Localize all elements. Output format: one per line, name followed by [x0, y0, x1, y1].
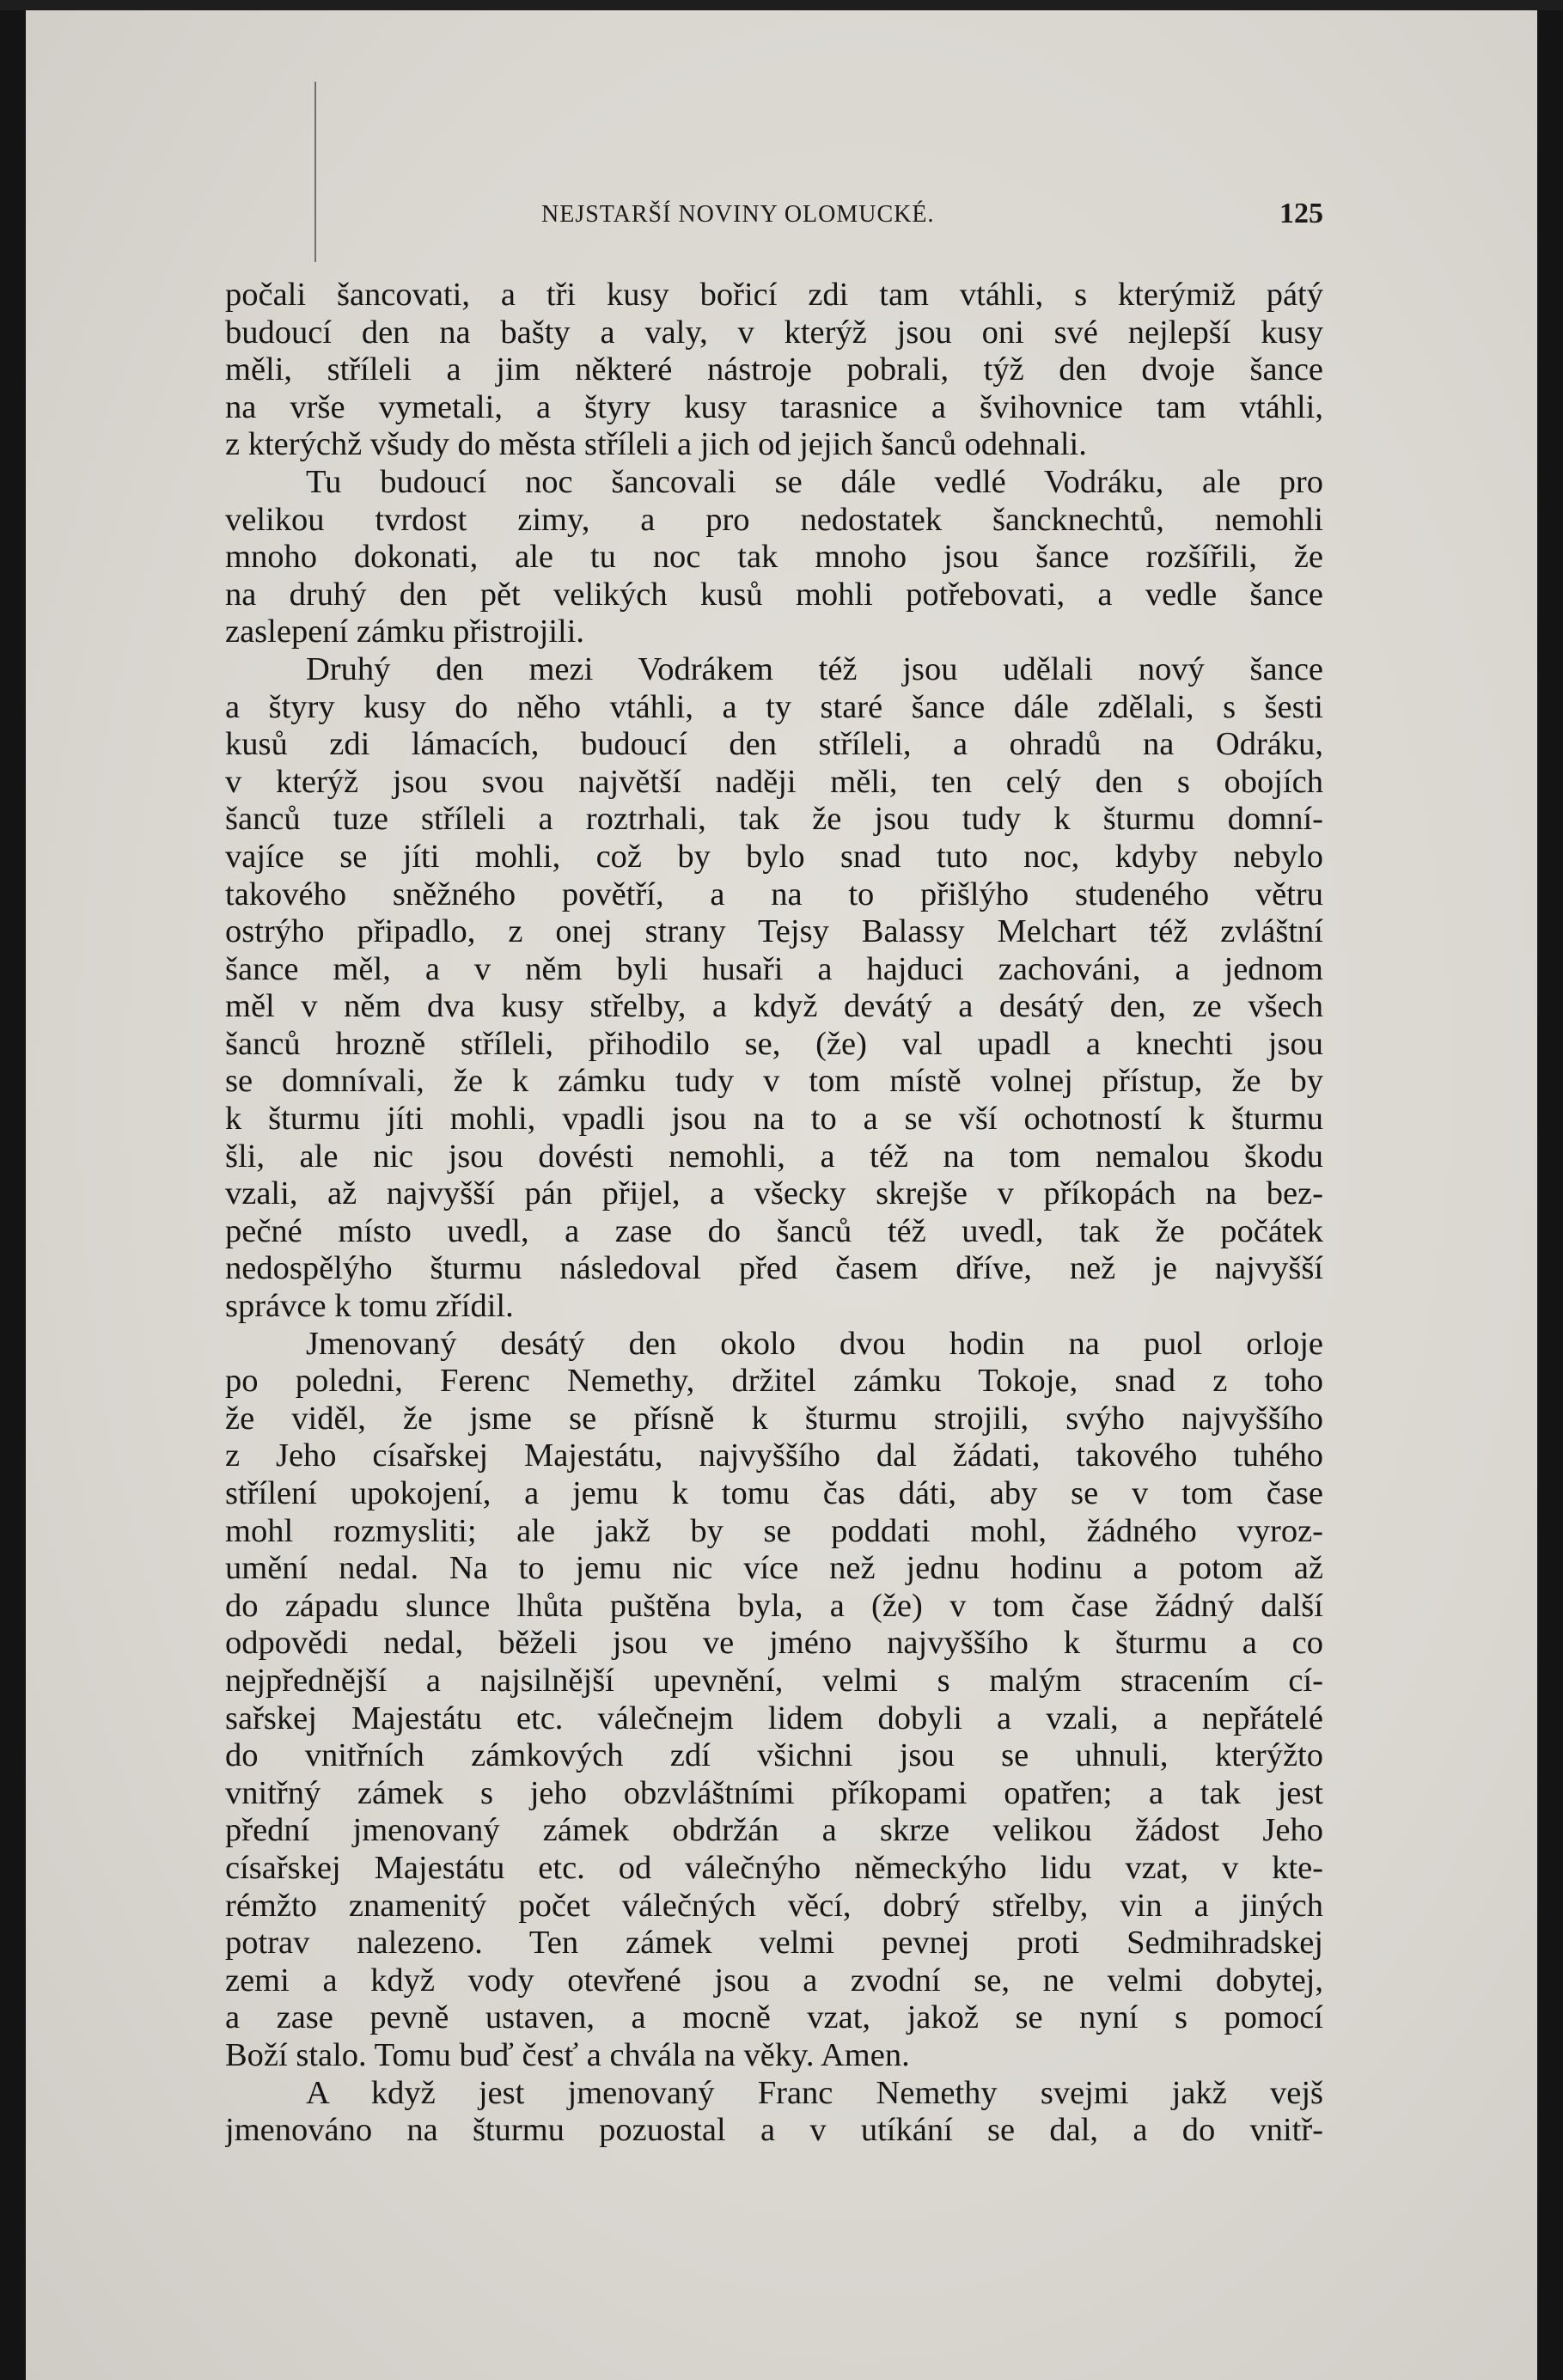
text-line: potrav nalezeno. Ten zámek velmi pevnej proti Sedmihradskej — [225, 1925, 1323, 1962]
text-line: k šturmu jíti mohli, vpadli jsou na to a se vší ochotností k šturmu — [225, 1101, 1323, 1138]
text-line: císařskej Majestátu etc. od válečnýho německýho lidu vzat, v kte- — [225, 1849, 1323, 1886]
text-line: budoucí den na bašty a valy, v kterýž jsou oni své nejlepší kusy — [225, 314, 1323, 351]
text-line: pečné místo uvedl, a zase do šanců též uvedl, tak že počátek — [225, 1212, 1323, 1249]
body-text — [225, 277, 1323, 2150]
text-line: že viděl, že jsme se přísně k šturmu strojili, svýho najvyššího — [225, 1400, 1323, 1437]
text-line: šance měl, a v něm byli husaři a hajduci zachováni, a jednom — [225, 950, 1323, 987]
text-line: a zase pevně ustaven, a mocně vzat, jakož se nyní s pomocí — [225, 1999, 1323, 2036]
text-line: vajíce se jíti mohli, což by bylo snad tuto noc, kdyby nebylo — [225, 838, 1323, 875]
text-line: velikou tvrdost zimy, a pro nedostatek šancknechtů, nemohli — [225, 501, 1323, 538]
text-line: ostrýho připadlo, z onej strany Tejsy Balassy Melchart též zvláštní — [225, 913, 1323, 950]
text-line: a štyry kusy do něho vtáhli, a ty staré šance dále zdělali, s šesti — [225, 688, 1323, 725]
text-line: nedospělýho šturmu následoval před časem dříve, než je najvyšší — [225, 1250, 1323, 1287]
text-line: šanců hrozně stříleli, přihodilo se, (že) val upadl a knechti jsou — [225, 1025, 1323, 1062]
running-head: NEJSTARŠÍ NOVINY OLOMUCKÉ. — [541, 201, 935, 228]
text-line: zaslepení zámku přistrojili. — [225, 613, 585, 650]
text-line: rémžto znamenitý počet válečných věcí, dobrý střelby, vin a jiných — [225, 1887, 1323, 1924]
text-line: v kterýž jsou svou najvětší naději měli, ten celý den s obojích — [225, 763, 1323, 800]
text-line: mnoho dokonati, ale tu noc tak mnoho jsou šance rozšířili, že — [225, 539, 1323, 576]
text-line: Jmenovaný desátý den okolo dvou hodin na puol orloje — [306, 1325, 1323, 1362]
text-line: měl v něm dva kusy střelby, a když devátý a desátý den, ze všech — [225, 988, 1323, 1025]
text-line: po poledni, Ferenc Nemethy, držitel zámku Tokoje, snad z toho — [225, 1363, 1323, 1400]
text-line: zemi a když vody otevřené jsou a zvodní se, ne velmi dobytej, — [225, 1962, 1323, 1999]
scan-border-right — [1537, 0, 1563, 2380]
text-line: přední jmenovaný zámek obdržán a skrze velikou žádost Jeho — [225, 1812, 1323, 1849]
text-line: počali šancovati, a tři kusy bořicí zdi tam vtáhli, s kterýmiž pátý — [225, 277, 1323, 313]
text-line: umění nedal. Na to jemu nic více než jednu hodinu a potom až — [225, 1550, 1323, 1587]
text-line: šanců tuze stříleli a roztrhali, tak že jsou tudy k šturmu domní- — [225, 801, 1323, 838]
text-line: Boží stalo. Tomu buď česť a chvála na věky. Amen. — [225, 2036, 910, 2073]
text-line: šli, ale nic jsou dovésti nemohli, a též na tom nemalou škodu — [225, 1138, 1323, 1175]
page-header — [230, 194, 1323, 237]
text-line: nejpřednější a najsilnější upevnění, velmi s malým stracením cí- — [225, 1662, 1323, 1699]
scan-border-top — [0, 0, 1563, 10]
text-line: na vrše vymetali, a štyry kusy tarasnice a švihovnice tam vtáhli, — [225, 388, 1323, 425]
page-number: 125 — [1279, 198, 1323, 229]
text-line: do vnitřních zámkových zdí všichni jsou se uhnuli, kterýžto — [225, 1737, 1323, 1774]
text-line: na druhý den pět velikých kusů mohli potřebovati, a vedle šance — [225, 576, 1323, 613]
text-line: sařskej Majestátu etc. válečnejm lidem dobyli a vzali, a nepřátelé — [225, 1700, 1323, 1736]
text-line: vzali, až najvyšší pán přijel, a všecky skrejše v příkopách na bez- — [225, 1175, 1323, 1212]
text-line: střílení upokojení, a jemu k tomu čas dáti, aby se v tom čase — [225, 1475, 1323, 1511]
text-line: odpovědi nedal, běželi jsou ve jméno najvyššího k šturmu a co — [225, 1625, 1323, 1662]
text-line: mohl rozmysliti; ale jakž by se poddati mohl, žádného vyroz- — [225, 1512, 1323, 1549]
text-line: takového sněžného povětří, a na to přišlýho studeného větru — [225, 876, 1323, 912]
text-line: z Jeho císařskej Majestátu, najvyššího dal žádati, takového tuhého — [225, 1437, 1323, 1474]
text-line: do západu slunce lhůta puštěna byla, a (že) v tom čase žádný další — [225, 1587, 1323, 1624]
text-line: Druhý den mezi Vodrákem též jsou udělali nový šance — [306, 650, 1323, 687]
text-line: z kterýchž všudy do města stříleli a jich od jejich šanců odehnali. — [225, 426, 1087, 463]
text-line: měli, stříleli a jim některé nástroje pobrali, týž den dvoje šance — [225, 351, 1323, 388]
text-line: správce k tomu zřídil. — [225, 1288, 514, 1325]
text-line: vnitřný zámek s jeho obzvláštními příkopami opatřen; a tak jest — [225, 1774, 1323, 1811]
text-line: Tu budoucí noc šancovali se dále vedlé Vodráku, ale pro — [306, 463, 1323, 500]
text-line: A když jest jmenovaný Franc Nemethy svejmi jakž vejš — [306, 2074, 1323, 2111]
text-line: kusů zdi lámacích, budoucí den stříleli, a ohradů na Odráku, — [225, 726, 1323, 763]
text-line: jmenováno na šturmu pozuostal a v utíkání se dal, a do vnitř- — [225, 2112, 1323, 2149]
scan-border-left — [0, 0, 26, 2380]
text-line: se domnívali, že k zámku tudy v tom místě volnej přístup, že by — [225, 1063, 1323, 1100]
